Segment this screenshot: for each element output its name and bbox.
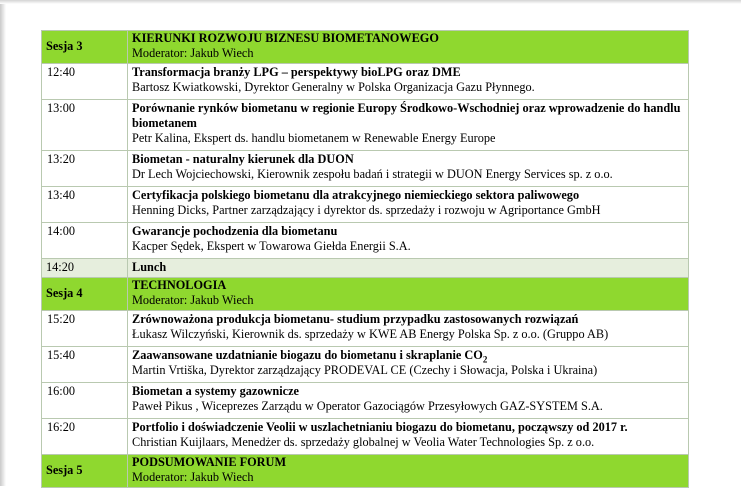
- talk-cell: [128, 223, 689, 259]
- talk-cell: [128, 383, 689, 419]
- talk-speaker: Martin Vrtiška, Dyrektor zarządzający PRODEVAL CE (Czechy i Słowacja, Polska i Ukraina): [132, 363, 598, 377]
- talk-time: 13:00: [42, 100, 128, 151]
- session-title: TECHNOLOGIA: [132, 278, 227, 292]
- session-title: KIERUNKI ROZWOJU BIZNESU BIOMETANOWEGO: [132, 31, 439, 45]
- talk-title: Portfolio i doświadczenie Veolii w uszlachetnianiu biogazu do biometanu, począwszy od 2017 r.: [132, 420, 628, 434]
- session-moderator: Moderator: Jakub Wiech: [132, 46, 254, 60]
- session-cell: [128, 455, 689, 488]
- session-cell: [128, 278, 689, 311]
- talk-row: [42, 151, 689, 187]
- session-title: PODSUMOWANIE FORUM: [132, 455, 287, 469]
- talk-speaker: Christian Kuijlaars, Menedżer ds. sprzedaży globalnej w Veolia Water Technologies Sp. z o.o.: [132, 435, 595, 449]
- talk-time: 12:40: [42, 64, 128, 100]
- talk-time: 15:20: [42, 311, 128, 347]
- talk-time: 14:00: [42, 223, 128, 259]
- talk-time: 16:20: [42, 419, 128, 455]
- talk-title-text: Zaawansowane uzdatnianie biogazu do biometanu i skraplanie CO: [132, 348, 483, 362]
- page-edge-top: [0, 0, 741, 4]
- talk-time: 13:40: [42, 187, 128, 223]
- agenda-table: [41, 30, 689, 488]
- session-cell: [128, 31, 689, 64]
- lunch-cell: [128, 259, 689, 278]
- session-moderator: Moderator: Jakub Wiech: [132, 293, 254, 307]
- talk-speaker: Henning Dicks, Partner zarządzający i dyrektor ds. sprzedaży i rozwoju w Agriportance GmbH: [132, 203, 601, 217]
- talk-title-subscript: 2: [482, 354, 488, 365]
- talk-title: Certyfikacja polskiego biometanu dla atrakcyjnego niemieckiego sektora paliwowego: [132, 188, 580, 202]
- talk-title: [132, 348, 688, 363]
- talk-row: [42, 100, 689, 151]
- talk-time: 13:20: [42, 151, 128, 187]
- talk-title: Transformacja branży LPG – perspektywy bioLPG oraz DME: [132, 65, 461, 79]
- session-label: Sesja 3: [42, 31, 128, 64]
- talk-speaker: Dr Lech Wojciechowski, Kierownik zespołu badań i strategii w DUON Energy Services sp. z o.o.: [132, 167, 613, 181]
- talk-cell: [128, 151, 689, 187]
- session-label: Sesja 4: [42, 278, 128, 311]
- talk-cell: [128, 187, 689, 223]
- talk-speaker: Petr Kalina, Ekspert ds. handlu biometanem w Renewable Energy Europe: [132, 131, 496, 145]
- talk-speaker: Kacper Sędek, Ekspert w Towarowa Giełda Energii S.A.: [132, 239, 411, 253]
- talk-row: [42, 311, 689, 347]
- talk-cell: [128, 347, 689, 383]
- talk-row: [42, 64, 689, 100]
- talk-cell: [128, 64, 689, 100]
- talk-title: Biometan a systemy gazownicze: [132, 384, 299, 398]
- session-row: [42, 455, 689, 488]
- session-row: [42, 278, 689, 311]
- talk-title: Gwarancje pochodzenia dla biometanu: [132, 224, 338, 238]
- talk-row: [42, 187, 689, 223]
- talk-title: Porównanie rynków biometanu w regionie Europy Środkowo-Wschodniej oraz wprowadzenie do handlu biometanem: [132, 101, 681, 130]
- talk-cell: [128, 100, 689, 151]
- talk-cell: [128, 311, 689, 347]
- lunch-time: 14:20: [42, 259, 128, 278]
- talk-row: [42, 419, 689, 455]
- talk-title: Biometan - naturalny kierunek dla DUON: [132, 152, 354, 166]
- talk-speaker: Bartosz Kwiatkowski, Dyrektor Generalny w Polska Organizacja Gazu Płynnego.: [132, 80, 535, 94]
- talk-time: 15:40: [42, 347, 128, 383]
- talk-speaker: Paweł Pikus , Wiceprezes Zarządu w Operator Gazociągów Przesyłowych GAZ-SYSTEM S.A.: [132, 399, 603, 413]
- talk-title: Zrównoważona produkcja biometanu- studium przypadku zastosowanych rozwiązań: [132, 312, 579, 326]
- talk-cell: [128, 419, 689, 455]
- lunch-title: Lunch: [132, 260, 167, 274]
- session-row: [42, 31, 689, 64]
- talk-speaker: Łukasz Wilczyński, Kierownik ds. sprzedaży w KWE AB Energy Polska Sp. z o.o. (Gruppo AB): [132, 327, 609, 341]
- talk-row: [42, 347, 689, 383]
- lunch-row: [42, 259, 689, 278]
- session-moderator: Moderator: Jakub Wiech: [132, 470, 254, 484]
- talk-row: [42, 223, 689, 259]
- session-label: Sesja 5: [42, 455, 128, 488]
- talk-row: [42, 383, 689, 419]
- talk-time: 16:00: [42, 383, 128, 419]
- page-edge-left: [0, 0, 6, 486]
